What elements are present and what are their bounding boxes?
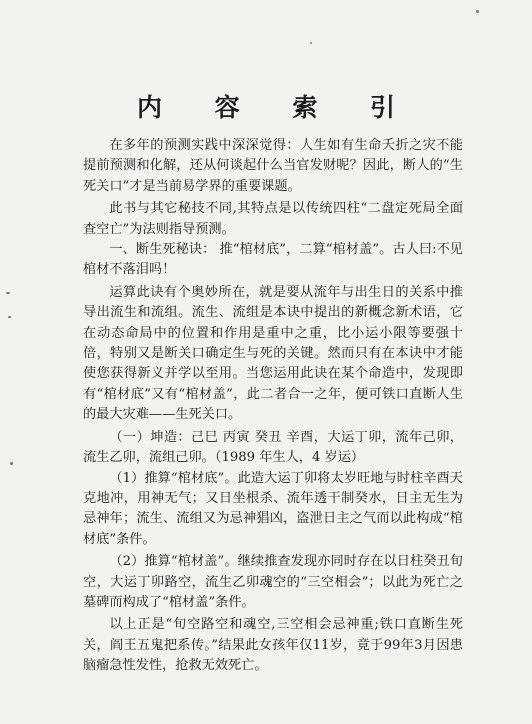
- page-title: 内 容 索 引: [136, 93, 418, 122]
- body-text: [83, 136, 463, 677]
- paragraph-4: 运算此诀有个奥妙所在，就是要从流年与出生日的关系中推导出流生和流组。流生、流组是本诀中提出的新概念新术语，它在动态命局中的位置和作用是重中之重，比小运小限等要强十倍，特别又是断关口确定生与死的关键。然而只有在本诀中才能使您获得新义并学以至用。当您运用此诀在某个命造中，发现即有“棺材底”又有“棺材盖”，此二者合一之年，便可铁口直断人生的最大灾难——生死关口。: [83, 284, 463, 423]
- paragraph-7: （2）推算“棺材盖”。继续推查发现亦同时存在以日柱癸丑旬空，大运丁卯路空，流生乙卯魂空的“三空相会”；以此为死亡之墓碑而构成了“棺材盖”条件。: [83, 554, 463, 610]
- paragraph-3: 一、断生死秘诀： 推“棺材底”，二算“棺材盖”。古人曰:不见棺材不落泪吗！: [83, 242, 463, 278]
- scan-speck: [6, 292, 10, 294]
- paragraph-5: （一）坤造：己巳 丙寅 癸丑 辛酉，大运丁卯，流年己卯，流生乙卯，流组己卯。（1989 年生人，4 岁运）: [83, 429, 463, 466]
- paragraph-8: 以上正是“旬空路空和魂空,三空相会忌神重;铁口直断生死关，阎王五鬼把系传。”结果此女孩年仅11岁，竟于99年3月因患脑瘤急性发性，抢救无效死亡。: [83, 617, 463, 674]
- scan-speck: [476, 10, 479, 13]
- scan-speck: [8, 316, 11, 318]
- scan-speck: [310, 42, 312, 44]
- paragraph-2: 此书与其它秘技不同,其特点是以传统四柱“二盘定死局全面查空亡”为法则指导预测。: [83, 201, 463, 237]
- scan-speck: [10, 462, 13, 465]
- paragraph-1: 在多年的预测实践中深深觉得：人生如有生命夭折之灾不能提前预测和化解，还从何谈起什么当官发财呢？因此，断人的“生死关口”才是当前易学界的重要课题。: [83, 138, 463, 194]
- paragraph-6: （1）推算“棺材底”。此造大运丁卯将太岁旺地与时柱辛酉天克地冲，用神无气；又日坐根杀、流年透干制癸水，日主无生为忌神年；流生、流组又为忌神猖凶，盗泄日主之气而以此构成“棺材底”条件。: [83, 470, 463, 547]
